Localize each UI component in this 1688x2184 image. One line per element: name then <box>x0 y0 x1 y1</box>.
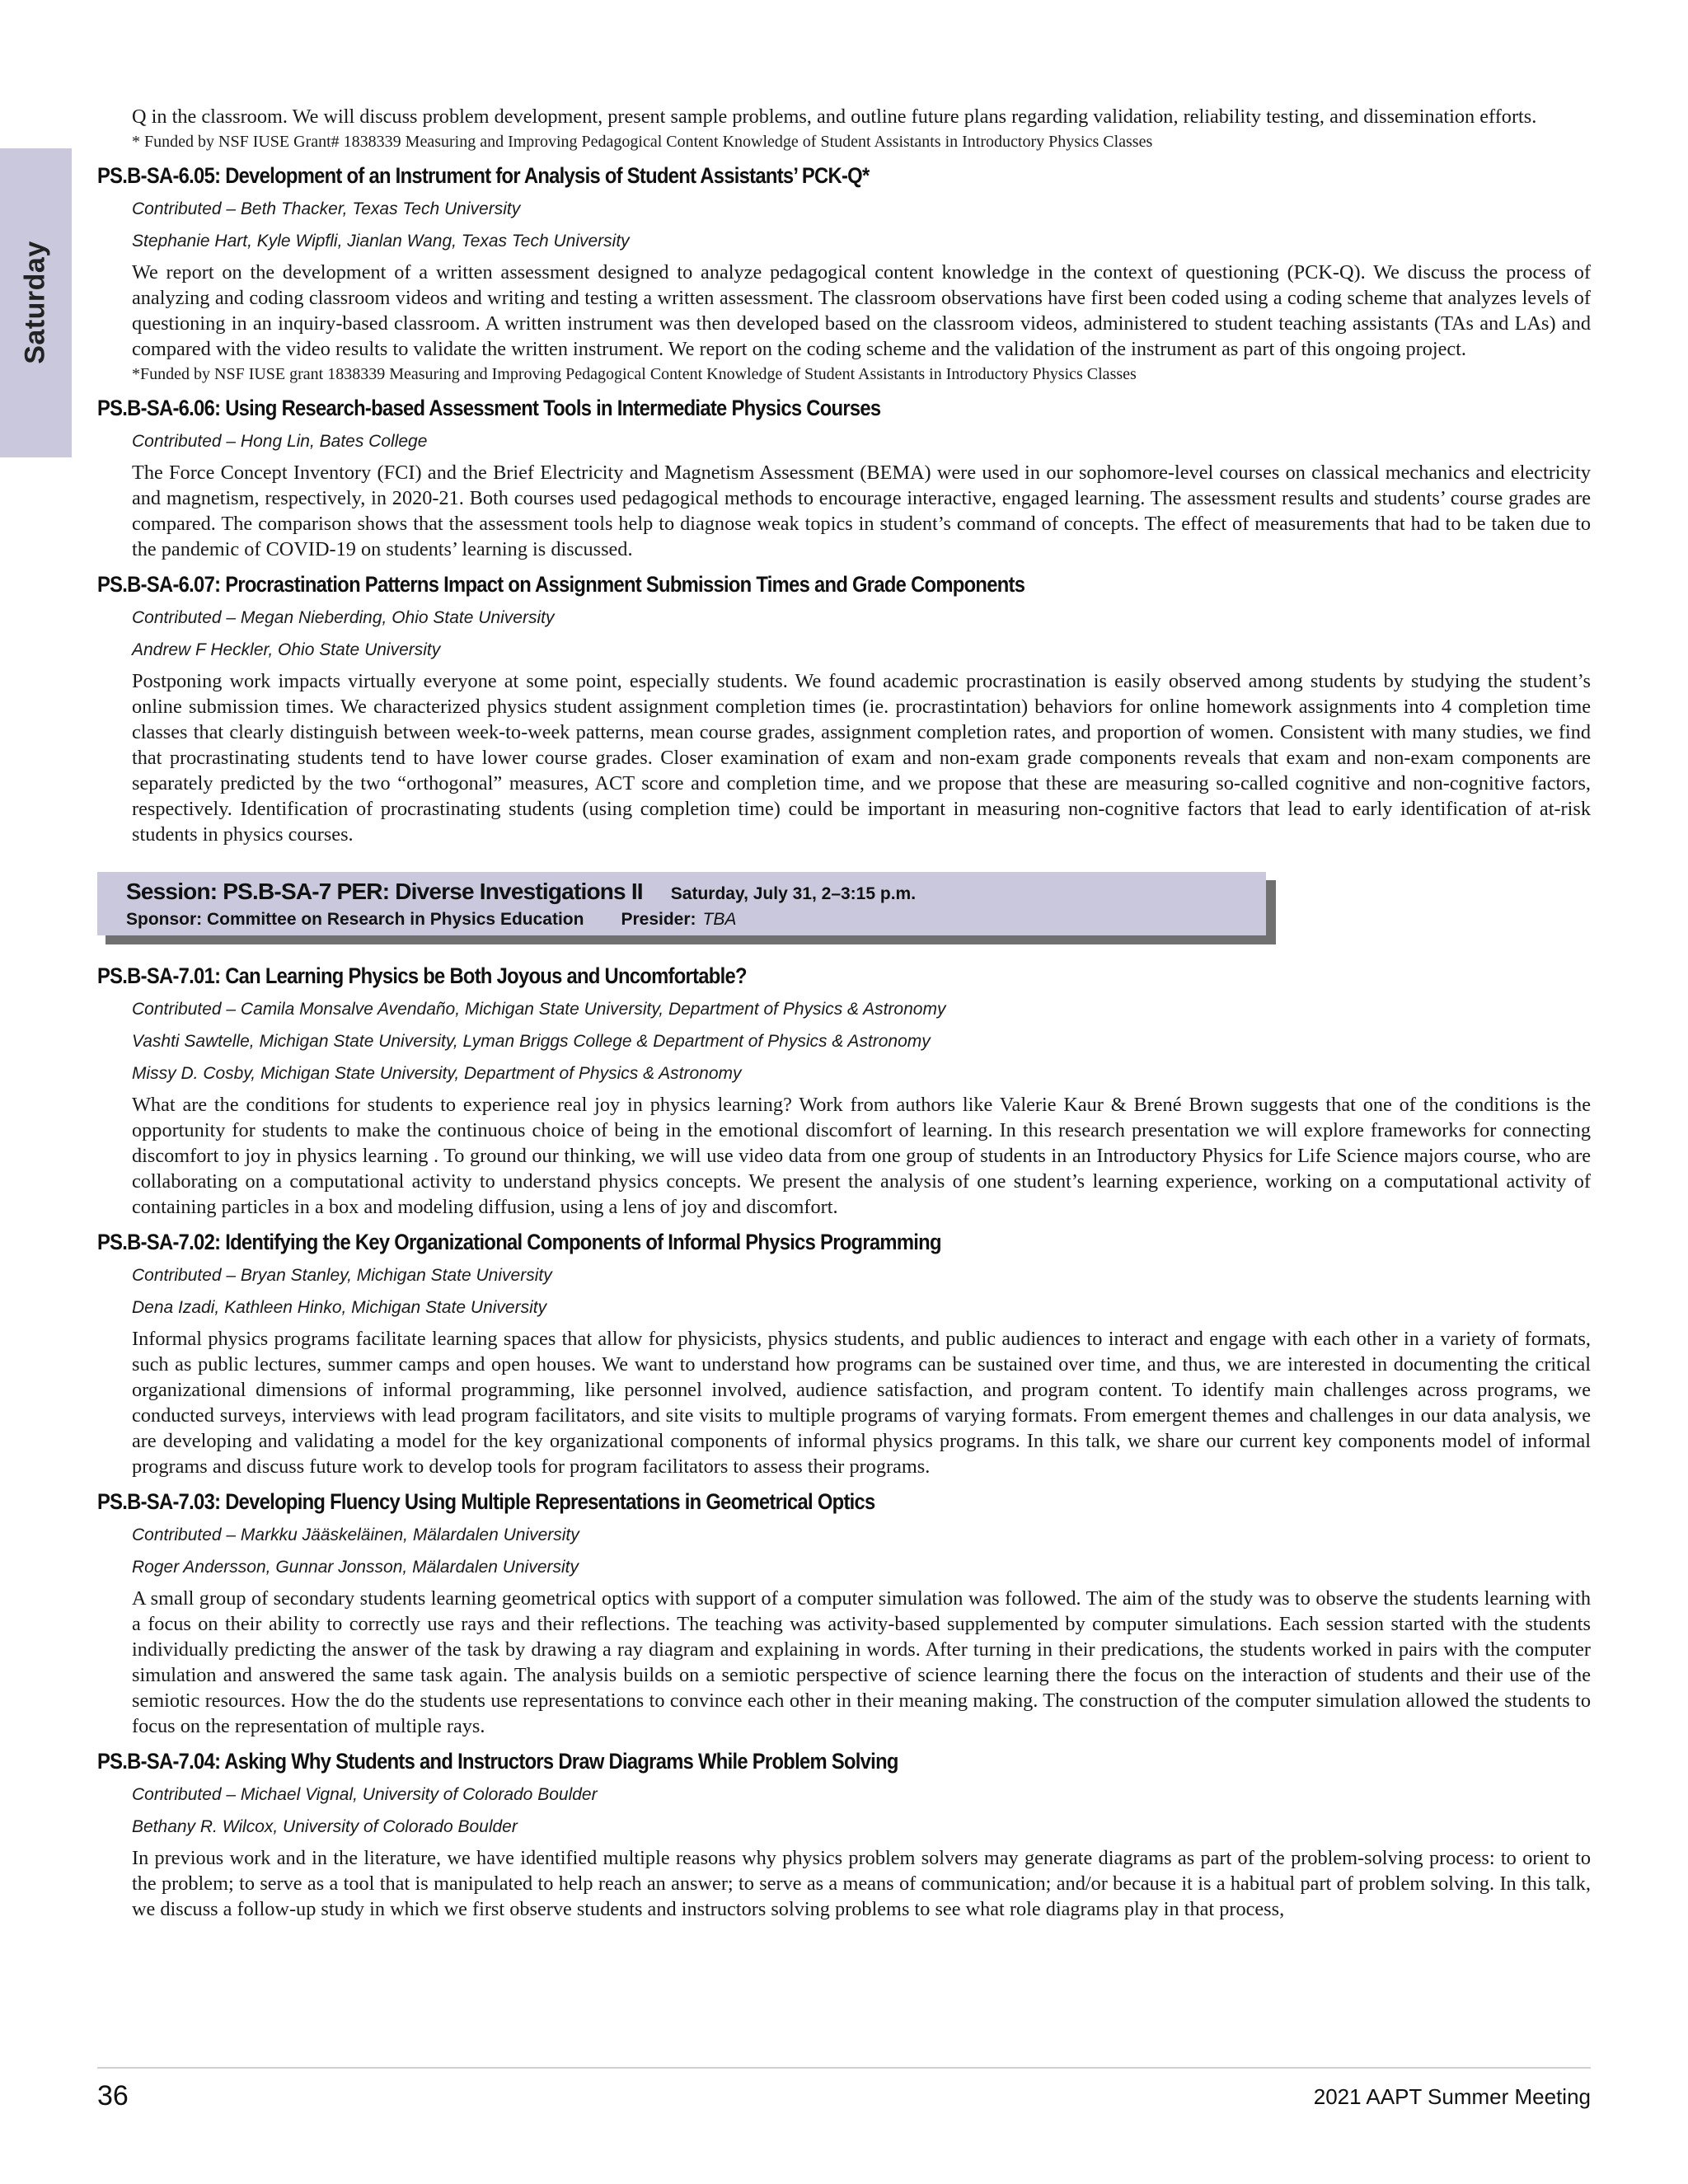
abstract <box>97 1230 1591 1479</box>
abstract <box>97 1749 1591 1922</box>
abstract-author-line: Stephanie Hart, Kyle Wipfli, Jianlan Wang, Texas Tech University <box>132 232 630 251</box>
day-label: Saturday <box>19 241 51 364</box>
abstract <box>97 1489 1591 1739</box>
abstract-list <box>97 963 1591 1922</box>
abstract-author-line: Contributed – Markku Jääskeläinen, Mälardalen University <box>132 1526 579 1544</box>
intro-footnote: * Funded by NSF IUSE Grant# 1838339 Measuring and Improving Pedagogical Content Knowledge of Student Assistants in Introductory Physics Classes <box>132 133 1153 151</box>
intro-text: Q in the classroom. We will discuss problem development, present sample problems, and outline future plans regarding validation, reliability testing, and dissemination efforts. <box>132 105 1537 128</box>
day-side-tab <box>0 148 72 457</box>
session-datetime: Saturday, July 31, 2–3:15 p.m. <box>670 884 917 903</box>
abstract-title: PS.B-SA-6.05: Development of an Instrument for Analysis of Student Assistants’ PCK-Q* <box>97 163 870 188</box>
abstract-author-line: Contributed – Beth Thacker, Texas Tech University <box>132 199 521 218</box>
abstract <box>97 963 1591 1220</box>
page-content <box>97 104 1591 1932</box>
abstract-title: PS.B-SA-6.07: Procrastination Patterns Impact on Assignment Submission Times and Grade Components <box>97 572 1025 597</box>
abstract-body: Postponing work impacts virtually everyone at some point, especially students. We found academic procrastination is easily observed among students by studying the student’s online submission times. We characterized physics student assignment completion times (ie. procrastintation) behaviors for online homework assignments into 4 completion time classes that clearly distinguish between week-to-week patterns, mean course grades, assignment completion rates, and proportion of women. Consistent with many studies, we find that procrastinating students tend to have lower course grades. Closer examination of exam and non-exam grade components reveals that exam and non-exam components are separately predicted by the two “orthogonal” measures, ACT score and completion time, and we propose that these are measuring so-called cognitive and non-cognitive factors, respectively. Identification of procrastinating students (using completion time) could be important in measuring non-cognitive factors that lead to early identification of at-risk students in physics courses. <box>132 670 1591 846</box>
presider-value: TBA <box>702 910 737 929</box>
page-number: 36 <box>97 2080 129 2111</box>
abstract <box>97 572 1591 847</box>
abstract-body: The Force Concept Inventory (FCI) and the Brief Electricity and Magnetism Assessment (BEMA) were used in our sophomore-level courses on classical mechanics and electricity and magnetism, respectively, in 2020-21. Both courses used pedagogical methods to encourage interactive, engaged learning. The assessment results and students’ course grades are compared. The comparison shows that the assessment tools help to diagnose weak topics in student’s command of concepts. The effect of measurements that had to be taken due to the pandemic of COVID-19 on students’ learning is discussed. <box>132 462 1591 560</box>
abstract-footnote: *Funded by NSF IUSE grant 1838339 Measuring and Improving Pedagogical Content Knowledge of Student Assistants in Introductory Physics Classes <box>132 365 1137 383</box>
abstract-body: Informal physics programs facilitate learning spaces that allow for physicists, physics students, and public audiences to interact and engage with each other in a variety of formats, such as public lectures, summer camps and open houses. We want to understand how programs can be sustained over time, and thus, we are interested in documenting the critical organizational dimensions of informal programming, like personnel involved, audience satisfaction, and program content. To identify main challenges across programs, we conducted surveys, interviews with lead program facilitators, and site visits to multiple programs of varying formats. From emergent themes and challenges in our data analysis, we are developing and validating a model for the key organizational components of informal physics programs. In this talk, we share our current key components model of informal programs and discuss future work to develop tools for program facilitators to assess their programs. <box>132 1328 1591 1478</box>
abstract-author-line: Contributed – Hong Lin, Bates College <box>132 432 428 451</box>
abstract-title: PS.B-SA-7.02: Identifying the Key Organizational Components of Informal Physics Programming <box>97 1230 941 1254</box>
abstract-author-line: Roger Andersson, Gunnar Jonsson, Mälardalen University <box>132 1558 579 1577</box>
meeting-name: 2021 AAPT Summer Meeting <box>1313 2084 1591 2109</box>
session-header <box>97 872 1272 939</box>
abstract-author-line: Contributed – Michael Vignal, University of Colorado Boulder <box>132 1785 598 1804</box>
footer-divider <box>97 2067 1591 2069</box>
abstract <box>97 163 1591 386</box>
abstract-author-line: Bethany R. Wilcox, University of Colorado Boulder <box>132 1817 518 1836</box>
abstract-author-line: Vashti Sawtelle, Michigan State University, Lyman Briggs College & Department of Physics & Astronomy <box>132 1032 931 1051</box>
abstract-title: PS.B-SA-7.03: Developing Fluency Using Multiple Representations in Geometrical Optics <box>97 1489 875 1514</box>
session-sponsor: Sponsor: Committee on Research in Physics Education <box>126 910 584 929</box>
abstract-title: PS.B-SA-7.01: Can Learning Physics be Both Joyous and Uncomfortable? <box>97 963 747 988</box>
abstract <box>97 396 1591 562</box>
abstract-author-line: Contributed – Megan Nieberding, Ohio State University <box>132 608 555 627</box>
abstract-author-line: Missy D. Cosby, Michigan State University, Department of Physics & Astronomy <box>132 1064 742 1083</box>
abstract-title: PS.B-SA-7.04: Asking Why Students and Instructors Draw Diagrams While Problem Solving <box>97 1749 898 1774</box>
session-sponsor-line <box>126 910 736 930</box>
abstract-author-line: Contributed – Bryan Stanley, Michigan State University <box>132 1266 552 1285</box>
session-title-line <box>126 879 916 905</box>
presider-label: Presider: <box>621 910 696 929</box>
abstract-author-line: Contributed – Camila Monsalve Avendaño, Michigan State University, Department of Physics & Astronomy <box>132 1000 946 1019</box>
abstract-author-line: Dena Izadi, Kathleen Hinko, Michigan State University <box>132 1298 547 1317</box>
abstract-author-line: Andrew F Heckler, Ohio State University <box>132 640 441 659</box>
abstract-body: A small group of secondary students learning geometrical optics with support of a computer simulation was followed. The aim of the study was to observe the students learning with a focus on their ability to correctly use rays and their reflections. The teaching was activity-based supplemented by computer simulations. Each session started with the students individually predicting the answer of the task by drawing a ray diagram and explaining in words. After turning in their predications, the students worked in pairs with the computer simulation and answered the same task again. The analysis builds on a semiotic perspective of science learning there the focus on the interaction of students and their use of the semiotic resources. How the do the students use representations to convince each other in their meaning making. The construction of the computer simulation allowed the students to focus on the representation of multiple rays. <box>132 1587 1591 1737</box>
session-title: Session: PS.B-SA-7 PER: Diverse Investigations II <box>126 879 643 904</box>
abstract-title: PS.B-SA-6.06: Using Research-based Assessment Tools in Intermediate Physics Courses <box>97 396 881 420</box>
abstract-body: We report on the development of a written assessment designed to analyze pedagogical content knowledge in the context of questioning (PCK-Q). We discuss the process of analyzing and coding classroom videos and writing and testing a written assessment. The classroom observations have first been coded using a coding scheme that analyzes levels of questioning in an inquiry-based classroom. A written instrument was then developed based on the classroom videos, administered to student teaching assistants (TAs and LAs) and compared with the video results to validate the written instrument. We report on the coding scheme and the validation of the instrument as part of this ongoing project. <box>132 261 1591 360</box>
abstract-list <box>97 163 1591 847</box>
abstract-body: In previous work and in the literature, we have identified multiple reasons why physics problem solvers may generate diagrams as part of the problem-solving process: to orient to the problem; to serve as a tool that is manipulated to help reach an answer; to serve as a means of communication; and/or because it is a habitual part of problem solving. In this talk, we discuss a follow-up study in which we first observe students and instructors solving problems to see what role diagrams play in that process, <box>132 1847 1591 1920</box>
abstract-body: What are the conditions for students to experience real joy in physics learning? Work from authors like Valerie Kaur & Brené Brown suggests that one of the conditions is the opportunity for students to make the continuous choice of being in the emotional discomfort of learning. In this research presentation we will explore frameworks for connecting discomfort to joy in physics learning . To ground our thinking, we will use video data from one group of students in an Introductory Physics for Life Science majors course, who are collaborating on a computational activity to understand physics concepts. We present the analysis of one student’s learning experience, working on a computational activity of containing particles in a box and modeling diffusion, using a lens of joy and discomfort. <box>132 1094 1591 1218</box>
